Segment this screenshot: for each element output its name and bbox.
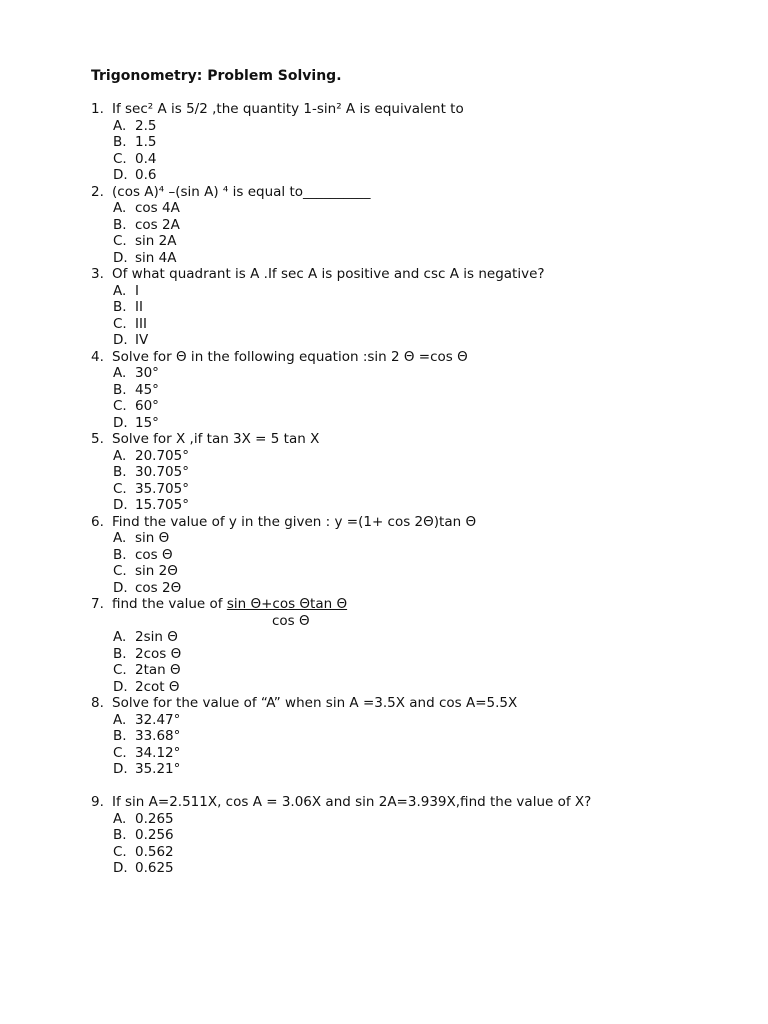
- question-number: 7.: [91, 596, 104, 612]
- option-b: B. 33.68°: [113, 728, 181, 744]
- question-5: [91, 431, 731, 514]
- option-a: A. 2sin Θ: [113, 629, 178, 645]
- option-b: B. 0.256: [113, 827, 174, 843]
- option-a: A. I: [113, 282, 139, 299]
- option-a: A. 30°: [113, 365, 159, 381]
- option-c: C. sin 2Θ: [113, 563, 178, 579]
- option-b: B. II: [113, 299, 143, 315]
- question-number: 8.: [91, 695, 104, 711]
- option-a: A. 2.5: [113, 117, 157, 134]
- option-d: D. 2cot Θ: [113, 678, 180, 695]
- question-text: If sin A=2.511X, cos A = 3.06X and sin 2A=3.939X,find the value of X?: [112, 794, 592, 810]
- option-c: C. 34.12°: [113, 744, 181, 761]
- option-b: B. cos 2A: [113, 216, 180, 233]
- question-number: 2.: [91, 183, 104, 200]
- question-list: [91, 101, 731, 877]
- option-a: A. 32.47°: [113, 711, 181, 728]
- blank-line: [91, 778, 731, 795]
- question-text: Solve for Θ in the following equation :sin 2 Θ =cos Θ: [112, 348, 468, 365]
- question-7: [91, 596, 731, 695]
- question-text: Of what quadrant is A .If sec A is positive and csc A is negative?: [112, 266, 545, 282]
- question-text: If sec² A is 5/2 ,the quantity 1-sin² A is equivalent to: [112, 101, 464, 117]
- option-c: C. 0.4: [113, 150, 157, 167]
- option-b: B. 1.5: [113, 134, 157, 150]
- question-9: [91, 794, 731, 877]
- option-c: C. III: [113, 315, 147, 332]
- question-text: (cos A)⁴ –(sin A) ⁴ is equal to__________: [112, 183, 371, 200]
- question-text: find the value of: [112, 596, 227, 612]
- question-number: 6.: [91, 513, 104, 530]
- option-d: D. sin 4A: [113, 249, 177, 266]
- option-b: B. 30.705°: [113, 464, 189, 480]
- question-number: 9.: [91, 794, 104, 810]
- option-a: A. 20.705°: [113, 447, 189, 464]
- option-a: A. sin Θ: [113, 530, 170, 546]
- option-b: B. 45°: [113, 381, 159, 398]
- option-c: C. 60°: [113, 398, 159, 414]
- option-d: D. IV: [113, 332, 149, 348]
- question-number: 4.: [91, 348, 104, 365]
- option-d: D. 0.6: [113, 167, 157, 183]
- option-d: D. 0.625: [113, 860, 174, 876]
- option-c: C. sin 2A: [113, 233, 177, 249]
- option-c: C. 35.705°: [113, 480, 189, 497]
- option-c: C. 0.562: [113, 843, 174, 860]
- question-4: [91, 349, 731, 432]
- option-b: B. cos Θ: [113, 546, 173, 563]
- fraction-denominator-line: [91, 613, 731, 630]
- option-d: D. 15.705°: [113, 497, 189, 513]
- option-c: C. 2tan Θ: [113, 662, 181, 678]
- question-number: 5.: [91, 431, 104, 447]
- fraction-denominator: cos Θ: [272, 612, 310, 629]
- question-text: Find the value of y in the given : y =(1+ cos 2Θ)tan Θ: [112, 513, 477, 530]
- question-1: [91, 101, 731, 184]
- option-d: D. 35.21°: [113, 761, 181, 777]
- fraction-numerator: sin Θ+cos Θtan Θ: [226, 596, 348, 612]
- question-8: [91, 695, 731, 778]
- option-a: A. 0.265: [113, 810, 174, 827]
- option-d: D. cos 2Θ: [113, 579, 182, 596]
- question-2: [91, 184, 731, 267]
- document-title: Trigonometry: Problem Solving.: [91, 68, 342, 84]
- question-3: [91, 266, 731, 349]
- option-a: A. cos 4A: [113, 200, 180, 216]
- question-number: 1.: [91, 101, 104, 117]
- question-6: [91, 514, 731, 597]
- question-number: 3.: [91, 266, 104, 282]
- option-b: B. 2cos Θ: [113, 645, 182, 662]
- option-d: D. 15°: [113, 414, 159, 431]
- question-text: Solve for the value of “A” when sin A =3.5X and cos A=5.5X: [112, 695, 518, 711]
- question-text: Solve for X ,if tan 3X = 5 tan X: [112, 431, 320, 447]
